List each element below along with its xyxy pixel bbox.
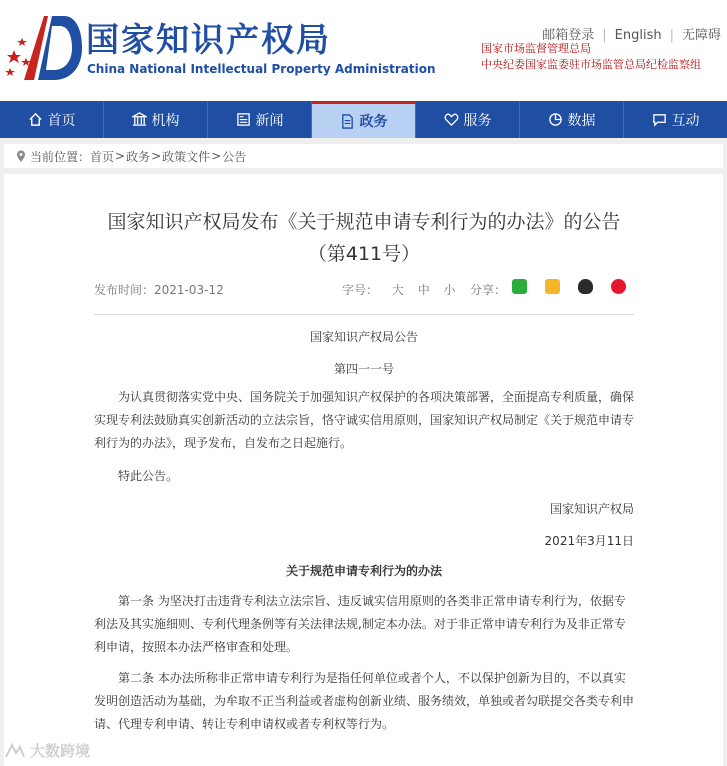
article-body	[94, 326, 634, 736]
nav-item-interaction[interactable]	[624, 101, 727, 138]
article-title: 国家知识产权局发布《关于规范申请专利行为的办法》的公告（第411号）	[107, 211, 621, 265]
chat-icon	[652, 112, 667, 127]
newspaper-icon	[236, 112, 251, 127]
share-buttons	[512, 279, 626, 294]
site-title-cn[interactable]: 国家知识产权局	[86, 20, 331, 59]
sign-date: 2021年3月11日	[544, 534, 634, 548]
site-title-en[interactable]: China National Intellectual Property Administration	[87, 62, 436, 76]
divider	[94, 314, 634, 315]
date-label: 发布时间：	[94, 283, 155, 297]
nav-item-data[interactable]	[520, 101, 624, 138]
link-divider: |	[602, 28, 607, 43]
share-label: 分享：	[470, 283, 507, 297]
heart-hands-icon	[444, 112, 459, 127]
date-value: 2021-03-12	[154, 283, 224, 297]
nav-label: 政务	[359, 114, 388, 130]
font-size-large-button[interactable]: 大	[391, 283, 404, 297]
announcement-closing: 特此公告。	[118, 469, 179, 483]
breadcrumb	[4, 144, 723, 168]
article-container	[4, 174, 723, 766]
nav-item-institution[interactable]	[104, 101, 208, 138]
font-size-medium-button[interactable]: 中	[417, 283, 430, 297]
building-icon	[132, 112, 147, 127]
article-clause-2: 第二条 本办法所称非正常申请专利行为是指任何单位或者个人，不以保护创新为目的，不以真实发明创造活动为基础，为牟取不正当利益或者虚构创新业绩、服务绩效，单独或者勾联提交各类专利申请、代理专利申请、转让专利申请权或者专利权等行为。	[94, 671, 635, 731]
font-size-controls	[342, 281, 456, 298]
wechat-icon[interactable]	[512, 279, 527, 294]
breadcrumb-government-affairs[interactable]: 政务	[126, 149, 151, 164]
discipline-inspection-link[interactable]: 中央纪委国家监委驻市场监管总局纪检监察组	[481, 58, 701, 71]
home-icon	[28, 112, 43, 127]
font-size-small-button[interactable]: 小	[443, 283, 456, 297]
site-header	[0, 0, 727, 102]
samr-link[interactable]: 国家市场监督管理总局	[481, 42, 591, 55]
nav-item-service[interactable]	[416, 101, 520, 138]
qq-icon[interactable]	[578, 279, 593, 294]
cnipa-logo-icon	[4, 10, 84, 88]
nav-label: 互动	[671, 112, 700, 129]
link-divider: |	[669, 28, 674, 43]
announcement-paragraph: 为认真贯彻落实党中央、国务院关于加强知识产权保护的各项决策部署，全面提高专利质量，确保实现专利法鼓励真实创新活动的立法宗旨，恪守诚实信用原则，国家知识产权局制定《关于规范申请专利行为的办法》，现予发布，自发布之日起施行。	[94, 390, 635, 450]
nav-item-news[interactable]	[208, 101, 312, 138]
weibo-icon[interactable]	[611, 279, 626, 294]
accessibility-link[interactable]: 无障碍	[681, 28, 721, 43]
nav-label: 首页	[47, 112, 76, 129]
breadcrumb-home[interactable]: 首页	[90, 149, 115, 164]
breadcrumb-policy-documents[interactable]: 政策文件	[162, 149, 211, 164]
breadcrumb-separator: >	[151, 149, 162, 163]
english-link[interactable]: English	[614, 28, 662, 43]
breadcrumb-announcements[interactable]: 公告	[222, 149, 247, 164]
watermark	[4, 740, 90, 761]
announcement-heading: 国家知识产权局公告	[309, 330, 418, 344]
rules-title: 关于规范申请专利行为的办法	[285, 564, 442, 578]
nav-label: 服务	[463, 112, 492, 129]
pie-chart-icon	[548, 112, 563, 127]
signature: 国家知识产权局	[549, 502, 634, 516]
nav-item-government-affairs[interactable]	[312, 101, 416, 138]
article-meta	[94, 281, 634, 301]
nav-label: 新闻	[255, 112, 284, 129]
breadcrumb-separator: >	[211, 149, 222, 163]
nav-label: 机构	[151, 112, 180, 129]
nav-item-home[interactable]	[0, 101, 104, 138]
watermark-text: 大数跨境	[30, 742, 91, 760]
font-size-label: 字号：	[342, 283, 379, 297]
document-icon	[340, 114, 355, 129]
email-login-link[interactable]: 邮箱登录	[542, 28, 595, 43]
article-clause-1: 第一条 为坚决打击违背专利法立法宗旨、违反诚实信用原则的各类非正常申请专利行为，依据专利法及其实施细则、专利代理条例等有关法律法规,制定本办法。对于非正常申请专利行为及非正常专利申请，按照本办法严格审查和处理。	[94, 594, 626, 654]
breadcrumb-prefix: 当前位置：	[30, 149, 91, 164]
qzone-icon[interactable]	[545, 279, 560, 294]
location-pin-icon	[16, 150, 26, 162]
breadcrumb-separator: >	[115, 149, 126, 163]
main-nav	[0, 101, 727, 138]
watermark-logo-icon	[4, 743, 26, 759]
publish-date	[94, 281, 224, 298]
nav-label: 数据	[567, 112, 596, 129]
announcement-number: 第四一一号	[333, 362, 394, 376]
